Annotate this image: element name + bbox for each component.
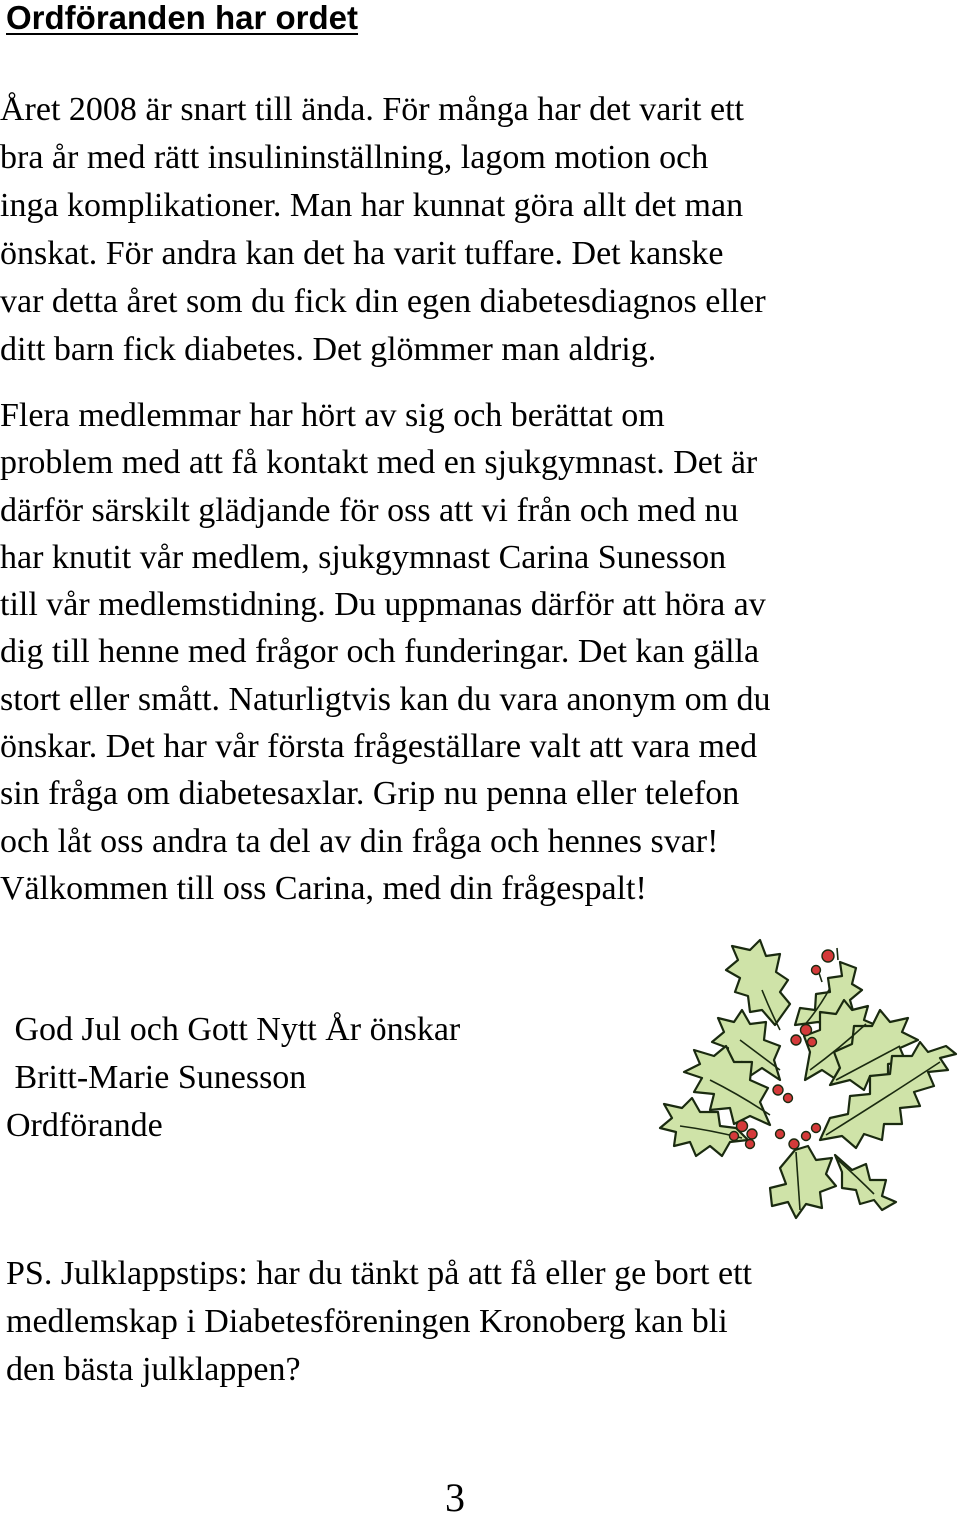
- physio-paragraph: [0, 392, 940, 912]
- ps-note: [6, 1250, 752, 1394]
- page-title: Ordföranden har ordet: [6, 0, 359, 36]
- text-line: önskar. Det har vår första frågeställare valt att vara med: [0, 728, 758, 766]
- text-line: har knutit vår medlem, sjukgymnast Carina Sunesson: [0, 538, 727, 576]
- text-line: till vår medlemstidning. Du uppmanas därför att höra av: [0, 586, 766, 624]
- text-line: Flera medlemmar har hört av sig och berättat om: [0, 397, 665, 434]
- signature-name: Britt-Marie Sunesson: [6, 1059, 307, 1096]
- text-line: sin fråga om diabetesaxlar. Grip nu penna eller telefon: [0, 775, 740, 813]
- text-line: problem med att få kontakt med en sjukgymnast. Det är: [0, 444, 758, 482]
- text-line: stort eller smått. Naturligtvis kan du vara anonym om du: [0, 680, 771, 718]
- text-line: var detta året som du fick din egen diabetesdiagnos eller: [0, 283, 766, 320]
- text-line: därför särskilt glädjande för oss att vi från och med nu: [0, 491, 739, 529]
- text-line: PS. Julklappstips: har du tänkt på att få eller ge bort ett: [6, 1255, 752, 1292]
- greeting-signature: [6, 1006, 460, 1150]
- holly-illustration-icon: [630, 930, 960, 1220]
- text-line: inga komplikationer. Man har kunnat göra allt det man: [0, 187, 744, 224]
- greeting-line: God Jul och Gott Nytt År önskar: [6, 1011, 461, 1048]
- text-line: Välkommen till oss Carina, med din frågespalt!: [0, 869, 647, 907]
- text-line: dig till henne med frågor och funderingar. Det kan gälla: [0, 633, 760, 671]
- text-line: önskat. För andra kan det ha varit tuffare. Det kanske: [0, 235, 724, 272]
- intro-paragraph: [0, 86, 940, 374]
- signature-role: Ordförande: [6, 1107, 163, 1144]
- text-line: och låt oss andra ta del av din fråga och hennes svar!: [0, 822, 719, 860]
- page-number: 3: [445, 1475, 465, 1520]
- text-line: ditt barn fick diabetes. Det glömmer man aldrig.: [0, 331, 657, 368]
- text-line: Året 2008 är snart till ända. För många har det varit ett: [0, 91, 744, 128]
- text-line: medlemskap i Diabetesföreningen Kronoberg kan bli: [6, 1303, 728, 1340]
- text-line: bra år med rätt insulininställning, lagom motion och: [0, 139, 709, 176]
- text-line: den bästa julklappen?: [6, 1351, 301, 1388]
